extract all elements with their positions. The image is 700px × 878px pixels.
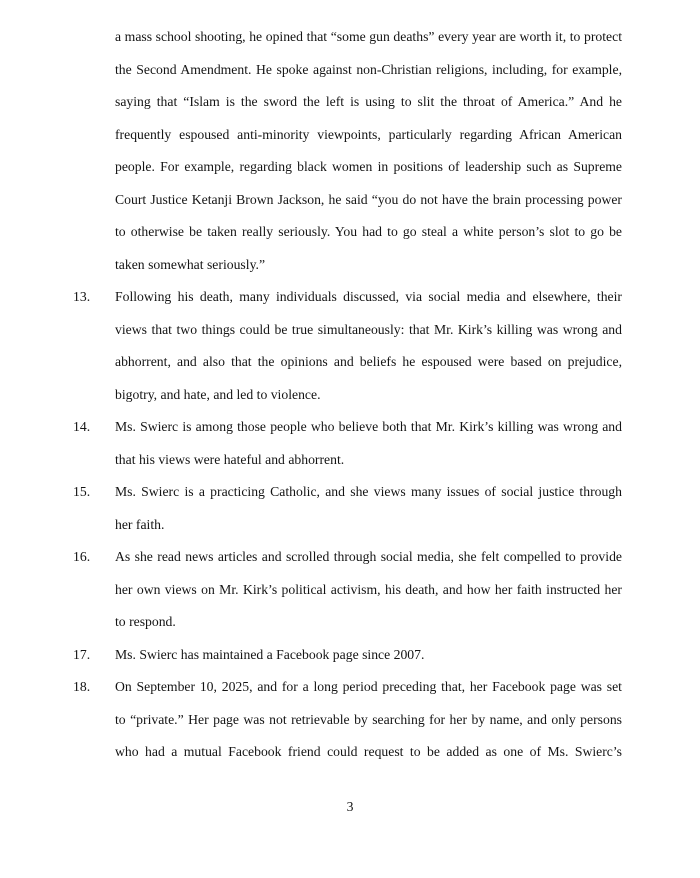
text-line: people. For example, regarding black women in positions of leadership such as Supreme xyxy=(115,159,622,174)
paragraph-18 xyxy=(73,671,622,769)
paragraph-number: 18. xyxy=(73,679,91,694)
text-line: to “private.” Her page was not retrievable by searching for her by name, and only persons xyxy=(115,711,622,727)
text-line: her own views on Mr. Kirk’s political activism, his death, and how her faith instructed her xyxy=(115,581,622,597)
text-line: Ms. Swierc has maintained a Facebook page since 2007. xyxy=(115,646,425,662)
paragraph-14 xyxy=(73,411,622,476)
paragraph-number: 15. xyxy=(73,484,91,499)
text-line: Ms. Swierc is a practicing Catholic, and she views many issues of social justice through xyxy=(115,484,622,499)
paragraph-13 xyxy=(73,281,622,411)
text-line: bigotry, and hate, and led to violence. xyxy=(115,386,321,402)
continuation-paragraph xyxy=(115,21,622,281)
page-number: 3 xyxy=(346,799,354,814)
text-line: saying that “Islam is the sword the left is using to slit the throat of America.” And he xyxy=(115,94,622,109)
text-line: that his views were hateful and abhorrent. xyxy=(115,451,345,467)
text-line: to respond. xyxy=(115,614,176,629)
paragraph-number: 16. xyxy=(73,549,91,564)
text-line: her faith. xyxy=(115,516,165,532)
text-line: Following his death, many individuals discussed, via social media and elsewhere, their xyxy=(115,289,622,304)
text-line: On September 10, 2025, and for a long period preceding that, her Facebook page was set xyxy=(115,679,622,694)
text-line: to otherwise be taken really seriously. You had to go steal a white person’s slot to go be xyxy=(115,224,622,239)
text-line: Court Justice Ketanji Brown Jackson, he said “you do not have the brain processing power xyxy=(115,191,622,207)
text-line: Ms. Swierc is among those people who believe both that Mr. Kirk’s killing was wrong and xyxy=(115,419,622,434)
text-line: As she read news articles and scrolled through social media, she felt compelled to provide xyxy=(115,549,622,564)
paragraph-17 xyxy=(73,639,622,672)
text-line: a mass school shooting, he opined that “some gun deaths” every year are worth it, to protect xyxy=(115,29,622,44)
text-line: who had a mutual Facebook friend could request to be added as one of Ms. Swierc’s xyxy=(115,744,622,759)
paragraph-16 xyxy=(73,541,622,639)
paragraph-number: 13. xyxy=(73,289,91,304)
paragraph-number: 14. xyxy=(73,419,91,434)
text-line: abhorrent, and also that the opinions and beliefs he espoused were based on prejudice, xyxy=(115,354,622,369)
text-line: views that two things could be true simultaneously: that Mr. Kirk’s killing was wrong and xyxy=(115,321,622,337)
paragraph-number: 17. xyxy=(73,646,91,662)
paragraph-15 xyxy=(73,476,622,541)
text-line: frequently espoused anti-minority viewpoints, particularly regarding African American xyxy=(115,126,622,142)
text-line: the Second Amendment. He spoke against non-Christian religions, including, for example, xyxy=(115,61,622,77)
body-text xyxy=(73,21,622,769)
text-line: taken somewhat seriously.” xyxy=(115,256,266,272)
